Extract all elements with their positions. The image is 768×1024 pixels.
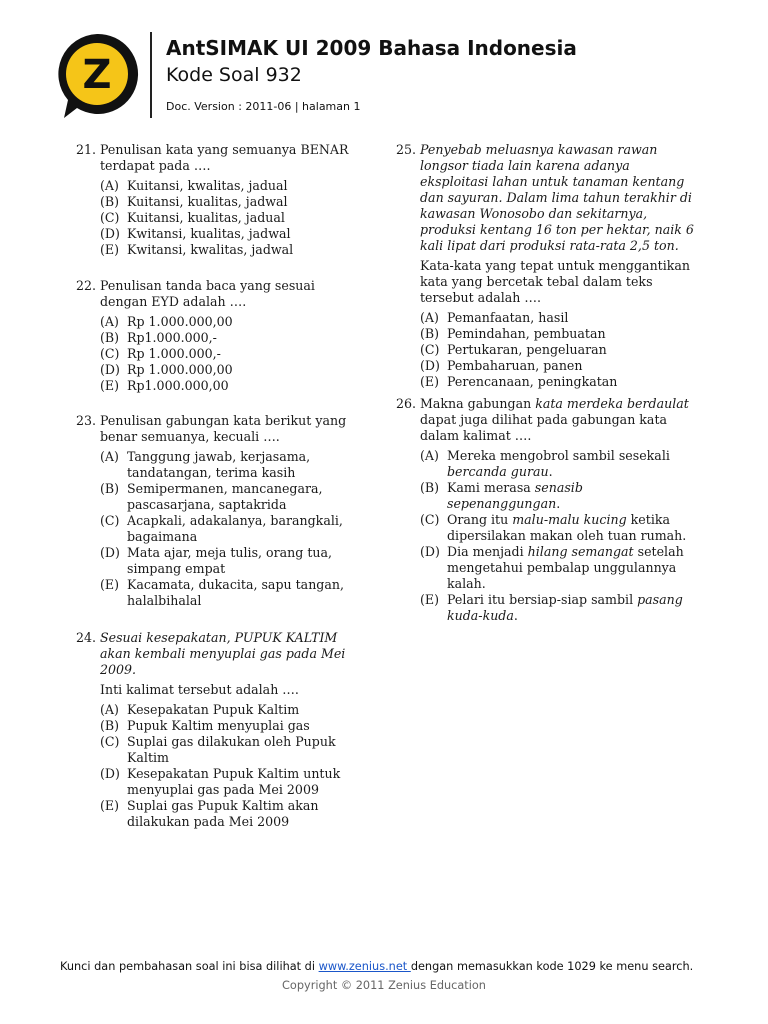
document-title: AntSIMAK UI 2009 Bahasa Indonesia (166, 36, 577, 60)
option-b: (B) Kuitansi, kualitas, jadwal (100, 194, 288, 209)
option-b: (B) Pupuk Kaltim menyuplai gas (100, 718, 310, 733)
option-d: (D) Kesepakatan Pupuk Kaltim untuk menyuplai gas pada Mei 2009 (100, 766, 341, 797)
header-divider (150, 32, 152, 118)
footer-note: Kunci dan pembahasan soal ini bisa dilihat di www.zenius.net dengan memasukkan kode 1029 ke menu search. (60, 960, 694, 973)
options-list (100, 449, 366, 609)
option-b: (B) Pemindahan, pembuatan (420, 326, 606, 341)
question-text: Penulisan gabungan kata berikut yang benar semuanya, kecuali …. (100, 413, 347, 444)
options-list (420, 310, 694, 390)
question-21 (76, 142, 366, 258)
question-number: 23. (76, 413, 97, 428)
zenius-logo (52, 30, 142, 120)
option-d: (D) Mata ajar, meja tulis, orang tua, simpang empat (100, 545, 333, 576)
options-list (100, 178, 366, 258)
option-b: (B) Semipermanen, mancanegara, pascasarjana, saptakrida (100, 481, 323, 512)
option-b: (B) Rp1.000.000,- (100, 330, 217, 345)
option-d: (D) Kwitansi, kualitas, jadwal (100, 226, 291, 241)
option-e: (E) Kwitansi, kwalitas, jadwal (100, 242, 294, 257)
question-number: 24. (76, 630, 97, 645)
options-list (100, 314, 366, 394)
option-a: (A) Tanggung jawab, kerjasama, tandatangan, terima kasih (100, 449, 311, 480)
question-number: 22. (76, 278, 97, 293)
option-c: (C) Kuitansi, kualitas, jadual (100, 210, 285, 225)
question-text: Penulisan tanda baca yang sesuai dengan EYD adalah …. (100, 278, 315, 309)
option-c: (C) Rp 1.000.000,- (100, 346, 221, 361)
option-c: (C) Orang itu malu-malu kucing ketika dipersilakan makan oleh tuan rumah. (420, 512, 687, 543)
zenius-link[interactable]: www.zenius.net (318, 960, 411, 973)
option-a: (A) Kuitansi, kwalitas, jadual (100, 178, 288, 193)
option-d: (D) Dia menjadi hilang semangat setelah mengetahui pembalap unggulannya kalah. (420, 544, 684, 591)
question-passage: Sesuai kesepakatan, PUPUK KALTIM akan kembali menyuplai gas pada Mei 2009. (100, 630, 346, 677)
svg-text:Z: Z (82, 52, 112, 98)
option-c: (C) Suplai gas dilakukan oleh Pupuk Kaltim (100, 734, 336, 765)
question-number: 25. (396, 142, 417, 157)
option-a: (A) Mereka mengobrol sambil sesekali bercanda gurau. (420, 448, 670, 479)
question-text: Penulisan kata yang semuanya BENAR terdapat pada …. (100, 142, 349, 173)
option-a: (A) Kesepakatan Pupuk Kaltim (100, 702, 300, 717)
question-prompt: Kata-kata yang tepat untuk menggantikan kata yang bercetak tebal dalam teks tersebut adalah …. (420, 258, 691, 305)
question-25 (396, 142, 694, 390)
option-c: (C) Acapkali, adakalanya, barangkali, bagaimana (100, 513, 343, 544)
copyright: Copyright © 2011 Zenius Education (282, 979, 486, 992)
question-prompt: Inti kalimat tersebut adalah …. (100, 682, 299, 697)
options-list (420, 448, 694, 624)
question-23 (76, 413, 366, 609)
option-b: (B) Kami merasa senasib sepenanggungan. (420, 480, 583, 511)
option-e: (E) Kacamata, dukacita, sapu tangan, halalbihalal (100, 577, 344, 608)
option-a: (A) Rp 1.000.000,00 (100, 314, 233, 329)
option-e: (E) Rp1.000.000,00 (100, 378, 229, 393)
question-number: 26. (396, 396, 417, 411)
question-26 (396, 396, 694, 624)
question-text: Makna gabungan kata merdeka berdaulat dapat juga dilihat pada gabungan kata dalam kalimat …. (420, 396, 689, 443)
exam-code: Kode Soal 932 (166, 64, 302, 86)
option-e: (E) Suplai gas Pupuk Kaltim akan dilakukan pada Mei 2009 (100, 798, 319, 829)
question-22 (76, 278, 366, 394)
option-c: (C) Pertukaran, pengeluaran (420, 342, 607, 357)
doc-version: Doc. Version : 2011-06 | halaman 1 (166, 100, 361, 113)
question-number: 21. (76, 142, 97, 157)
question-24 (76, 630, 366, 830)
option-d: (D) Rp 1.000.000,00 (100, 362, 233, 377)
option-e: (E) Pelari itu bersiap-siap sambil pasang kuda-kuda. (420, 592, 683, 623)
options-list (100, 702, 366, 830)
question-passage: Penyebab meluasnya kawasan rawan longsor tiada lain karena adanya eksploitasi lahan untuk tanaman kentang dan sayuran. Dalam lima tahun terakhir di kawasan Wonosobo dan sekitarnya, produksi kentang 16 ton per hektar, naik 6 kali lipat dari produksi rata-rata 2,5 ton. (420, 142, 694, 253)
option-d: (D) Pembaharuan, panen (420, 358, 583, 373)
option-a: (A) Pemanfaatan, hasil (420, 310, 569, 325)
option-e: (E) Perencanaan, peningkatan (420, 374, 618, 389)
